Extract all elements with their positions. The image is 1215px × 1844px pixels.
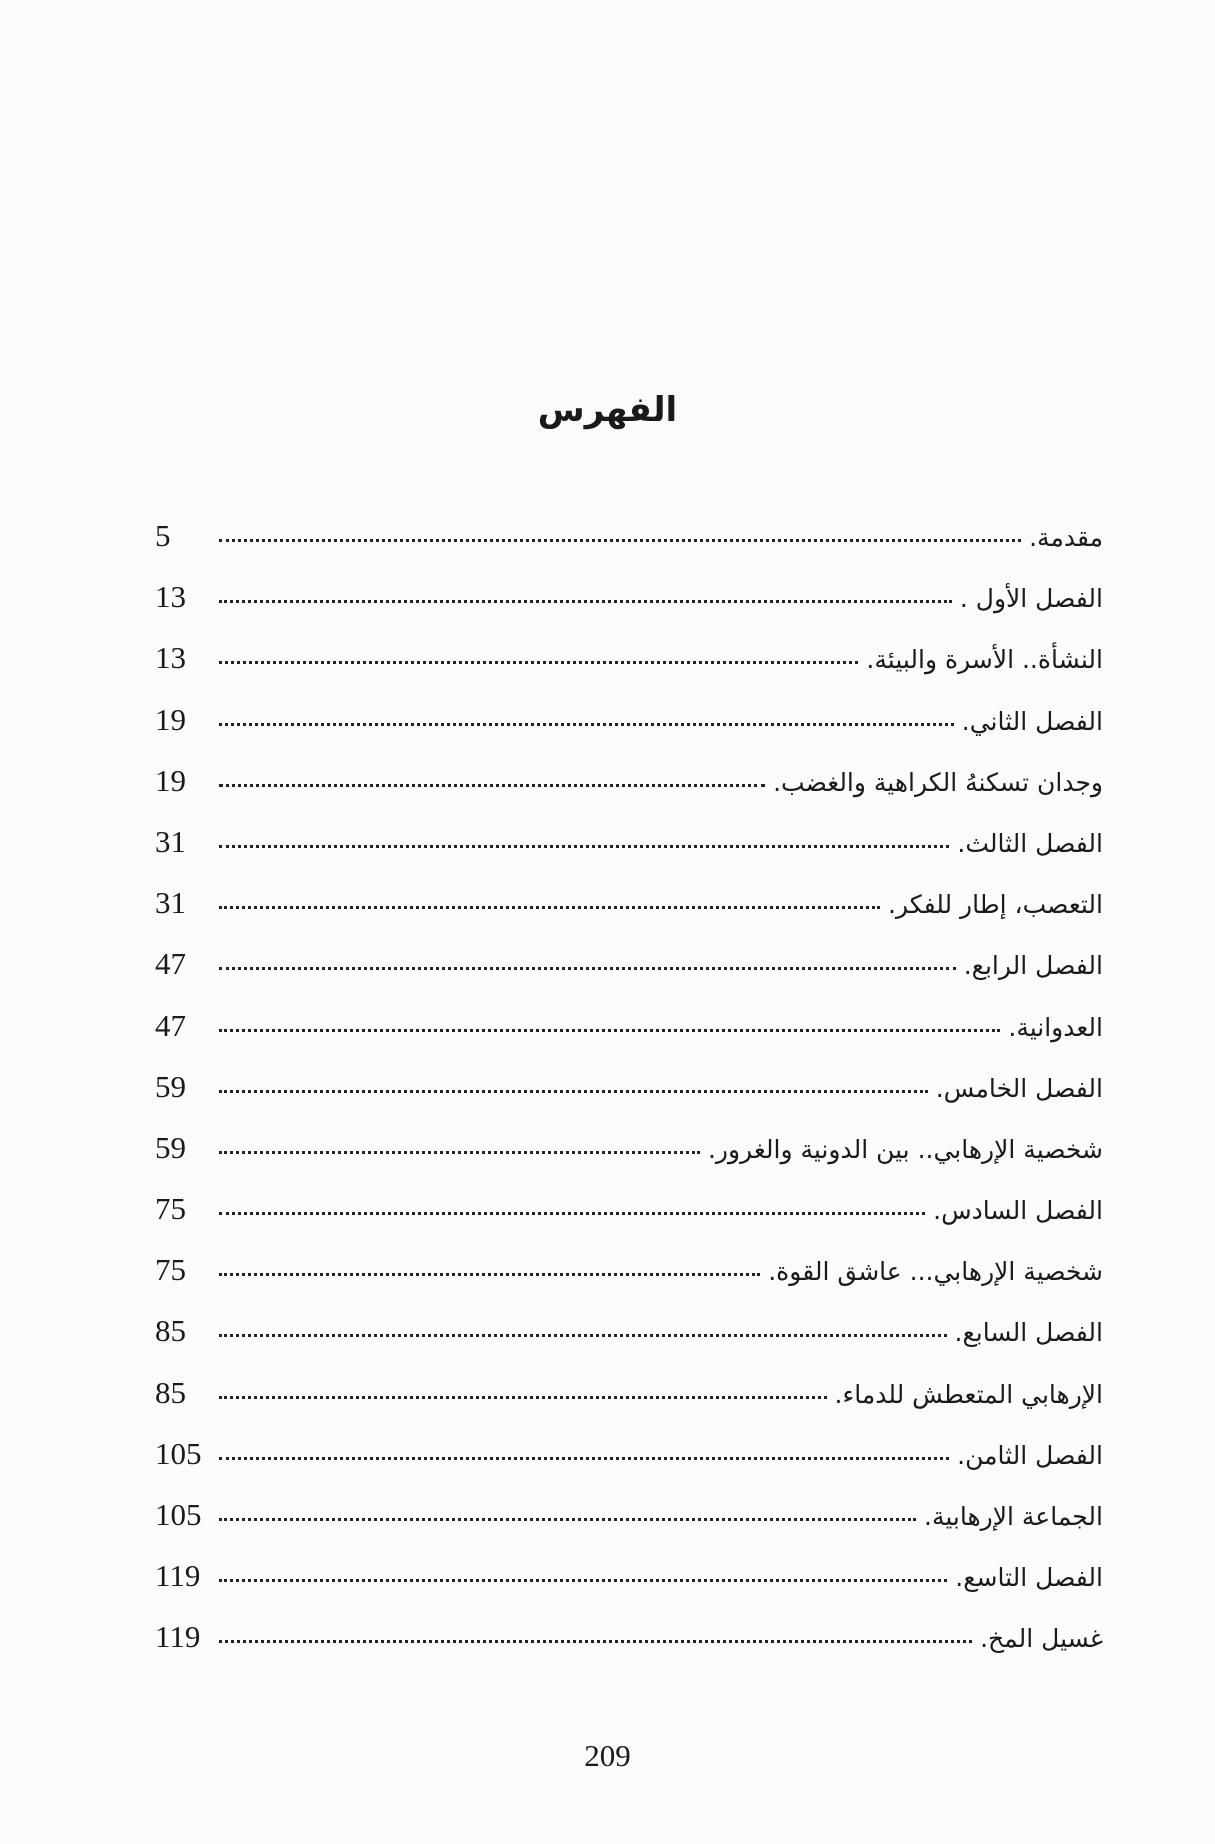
dot-leader bbox=[219, 1334, 947, 1337]
toc-entry-page: 75 bbox=[155, 1191, 186, 1227]
toc-entry-page: 119 bbox=[155, 1619, 201, 1655]
toc-entry-label: مقدمة. bbox=[1029, 523, 1103, 552]
toc-entry bbox=[155, 824, 1103, 885]
toc-entry bbox=[155, 885, 1103, 946]
dot-leader bbox=[219, 784, 765, 787]
dot-leader bbox=[219, 723, 954, 726]
toc-entry-page: 19 bbox=[155, 762, 186, 798]
toc-entry bbox=[155, 1008, 1103, 1069]
toc-entry-label: الفصل التاسع. bbox=[955, 1563, 1103, 1593]
toc-entry-page: 85 bbox=[155, 1374, 186, 1410]
dot-leader bbox=[219, 967, 956, 970]
page-number: 209 bbox=[584, 1738, 631, 1773]
toc-entry-label: الفصل الخامس. bbox=[935, 1073, 1103, 1103]
toc-entry-label: الجماعة الإرهابية. bbox=[924, 1502, 1103, 1531]
toc-entry-label: الفصل السابع. bbox=[954, 1318, 1103, 1348]
toc-entry-page: 105 bbox=[155, 1497, 202, 1532]
dot-leader bbox=[219, 1640, 972, 1643]
toc-entry-label: العدوانية. bbox=[1008, 1012, 1103, 1042]
toc-entry-page: 119 bbox=[155, 1558, 201, 1594]
dot-leader bbox=[219, 1090, 928, 1093]
toc-entry bbox=[155, 518, 1103, 579]
toc-entry-page: 13 bbox=[155, 640, 186, 676]
toc-entry bbox=[155, 1497, 1103, 1558]
toc-entry-page: 59 bbox=[155, 1129, 186, 1165]
dot-leader bbox=[219, 906, 880, 909]
toc-entry-label: الفصل الثاني. bbox=[961, 706, 1103, 736]
dot-leader bbox=[219, 1579, 947, 1582]
toc-entry-label: شخصية الإرهابي... عاشق القوة. bbox=[768, 1257, 1103, 1287]
toc-entry-page: 19 bbox=[155, 701, 186, 737]
toc-entry-page: 85 bbox=[155, 1313, 186, 1349]
toc-entry bbox=[155, 1313, 1103, 1374]
toc-entry-label: الفصل الثامن. bbox=[957, 1440, 1103, 1470]
toc-entry bbox=[155, 763, 1103, 824]
dot-leader bbox=[219, 845, 949, 848]
toc-entry bbox=[155, 1375, 1103, 1436]
toc-entry-page: 31 bbox=[155, 823, 186, 859]
toc-entry bbox=[155, 1130, 1103, 1191]
toc-entry-label: الفصل الرابع. bbox=[963, 951, 1103, 981]
dot-leader bbox=[219, 1212, 925, 1215]
toc-entry-page: 105 bbox=[155, 1435, 202, 1471]
dot-leader bbox=[219, 1029, 1000, 1032]
dot-leader bbox=[219, 1518, 916, 1521]
toc-entry bbox=[155, 1069, 1103, 1130]
toc-entry bbox=[155, 579, 1103, 640]
toc-entry bbox=[155, 1252, 1103, 1313]
dot-leader bbox=[219, 539, 1021, 542]
toc-entry bbox=[155, 1558, 1103, 1619]
toc-entry-page: 75 bbox=[155, 1252, 186, 1288]
toc-entry-label: الفصل الثالث. bbox=[957, 828, 1103, 858]
page-title: الفهرس bbox=[537, 390, 678, 430]
toc-entry-page: 13 bbox=[155, 579, 186, 615]
toc-entry-label: الفصل الأول . bbox=[959, 584, 1103, 614]
toc-entry-page: 47 bbox=[155, 1007, 186, 1043]
dot-leader bbox=[219, 1273, 760, 1276]
toc-entry-label: الإرهابي المتعطش للدماء. bbox=[834, 1379, 1103, 1409]
dot-leader bbox=[219, 1151, 700, 1154]
toc-entry-label: النشأة.. الأسرة والبيئة. bbox=[866, 645, 1103, 675]
toc-entry bbox=[155, 702, 1103, 763]
table-of-contents bbox=[155, 518, 1103, 1681]
toc-entry bbox=[155, 1619, 1103, 1680]
toc-entry-page: 5 bbox=[155, 518, 171, 553]
dot-leader bbox=[219, 600, 952, 603]
toc-entry-label: الفصل السادس. bbox=[933, 1196, 1103, 1226]
toc-entry-label: غسيل المخ. bbox=[980, 1624, 1103, 1654]
toc-entry-page: 47 bbox=[155, 946, 186, 982]
toc-entry-page: 59 bbox=[155, 1068, 186, 1104]
toc-entry bbox=[155, 946, 1103, 1007]
toc-entry-label: وجدان تسكنهُ الكراهية والغضب. bbox=[773, 767, 1103, 797]
dot-leader bbox=[219, 1457, 949, 1460]
toc-entry-label: التعصب، إطار للفكر. bbox=[888, 890, 1103, 920]
toc-entry bbox=[155, 1191, 1103, 1252]
dot-leader bbox=[219, 661, 858, 664]
toc-entry-page: 31 bbox=[155, 885, 186, 921]
dot-leader bbox=[219, 1396, 827, 1399]
toc-entry bbox=[155, 640, 1103, 701]
toc-entry bbox=[155, 1436, 1103, 1497]
toc-entry-label: شخصية الإرهابي.. بين الدونية والغرور. bbox=[707, 1134, 1103, 1164]
